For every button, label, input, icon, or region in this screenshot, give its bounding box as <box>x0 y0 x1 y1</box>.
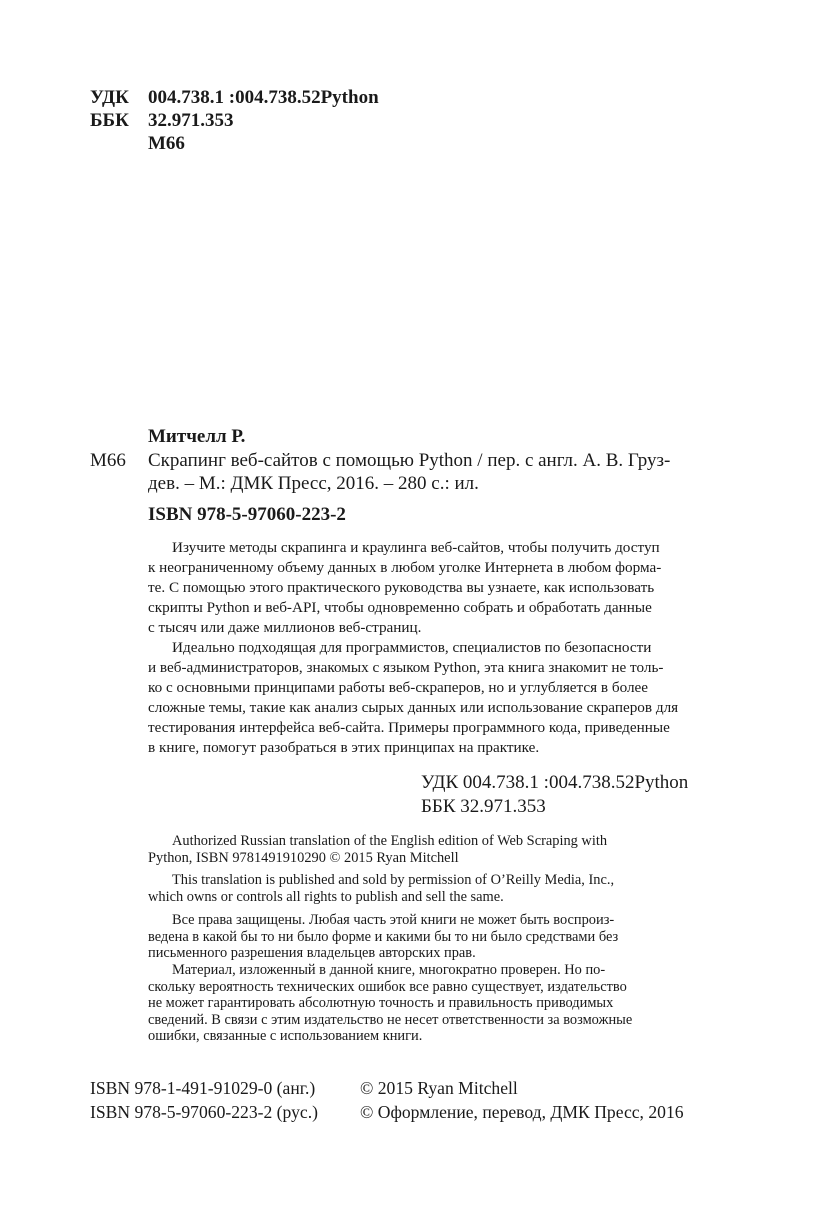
legal-line: письменного разрешения владельцев авторских прав. <box>148 945 476 962</box>
legal-line: скольку вероятность технических ошибок все равно существует, издательство <box>148 978 627 995</box>
isbn-russian: ISBN 978-5-97060-223-2 (рус.) <box>90 1102 318 1122</box>
legal-line: Все права защищены. Любая часть этой книги не может быть воспроиз- <box>172 912 615 928</box>
annotation-line: ко с основными принципами работы веб-скраперов, но и углубляется в более <box>148 679 649 697</box>
annotation-paragraph-2 <box>148 638 738 759</box>
legal-line: Материал, изложенный в данной книге, многократно проверен. Но по- <box>172 962 606 978</box>
annotation-line: и веб-администраторов, знакомых с языком Python, эта книга знакомит не толь- <box>148 659 664 677</box>
annotation-paragraph-1 <box>148 538 738 638</box>
legal-line: Authorized Russian translation of the English edition of Web Scraping with <box>172 833 608 849</box>
annotation-line: те. С помощью этого практического руководства вы узнаете, как использовать <box>148 579 655 597</box>
udk-label: УДК <box>90 87 129 108</box>
bbk-label: ББК <box>90 110 129 131</box>
author-mark: М66 <box>148 133 185 154</box>
legal-line: which owns or controls all rights to publish and sell the same. <box>148 888 504 905</box>
legal-line: ошибки, связанные с использованием книги. <box>148 1028 423 1045</box>
annotation-line: тестирования интерфейса веб-сайта. Примеры программного кода, приведенные <box>148 719 670 737</box>
author-name: Митчелл Р. <box>148 426 246 447</box>
annotation-line: скрипты Python и веб-API, чтобы одновременно собрать и обработать данные <box>148 599 652 617</box>
legal-line: не может гарантировать абсолютную точность и правильность приводимых <box>148 995 614 1012</box>
isbn-english: ISBN 978-1-491-91029-0 (анг.) <box>90 1078 316 1098</box>
annotation-line: Идеально подходящая для программистов, специалистов по безопасности <box>172 639 652 656</box>
annotation-line: Изучите методы скрапинга и краулинга веб-сайтов, чтобы получить доступ <box>172 539 660 556</box>
legal-paragraph-2 <box>148 872 738 905</box>
copyright-english: © 2015 Ryan Mitchell <box>360 1078 518 1098</box>
isbn-main: ISBN 978-5-97060-223-2 <box>148 504 346 525</box>
isbn-footer-row <box>90 1101 684 1123</box>
legal-paragraph-4 <box>148 962 738 1045</box>
legal-paragraph-1 <box>148 833 738 866</box>
copyright-russian: © Оформление, перевод, ДМК Пресс, 2016 <box>360 1102 684 1122</box>
udk-value: 004.738.1 :004.738.52Python <box>148 87 379 108</box>
annotation-line: сложные темы, такие как анализ сырых данных или использование скраперов для <box>148 699 679 717</box>
bbk-right: ББК 32.971.353 <box>421 796 546 817</box>
legal-line: сведений. В связи с этим издательство не несет ответственности за возможные <box>148 1011 633 1028</box>
bibliographic-code: М66 <box>90 450 126 471</box>
annotation-line: с тысяч или даже миллионов веб-страниц. <box>148 619 422 637</box>
bib-line: Скрапинг веб-сайтов с помощью Python / пер. с англ. А. В. Груз- <box>148 450 671 471</box>
isbn-footer-row <box>90 1077 518 1099</box>
legal-line: ведена в какой бы то ни было форме и какими бы то ни было средствами без <box>148 928 619 945</box>
annotation-line: в книге, помогут разобраться в этих принципах на практике. <box>148 739 540 757</box>
annotation-line: к неограниченному объему данных в любом уголке Интернета в любом форма- <box>148 559 662 577</box>
legal-line: Python, ISBN 9781491910290 © 2015 Ryan Mitchell <box>148 849 459 866</box>
udk-right: УДК 004.738.1 :004.738.52Python <box>421 772 689 793</box>
legal-paragraph-3 <box>148 912 738 962</box>
bbk-value: 32.971.353 <box>148 110 234 131</box>
bibliographic-description <box>148 449 738 495</box>
legal-line: This translation is published and sold by permission of O’Reilly Media, Inc., <box>172 872 615 888</box>
bib-line: дев. – М.: ДМК Пресс, 2016. – 280 с.: ил. <box>148 473 479 494</box>
